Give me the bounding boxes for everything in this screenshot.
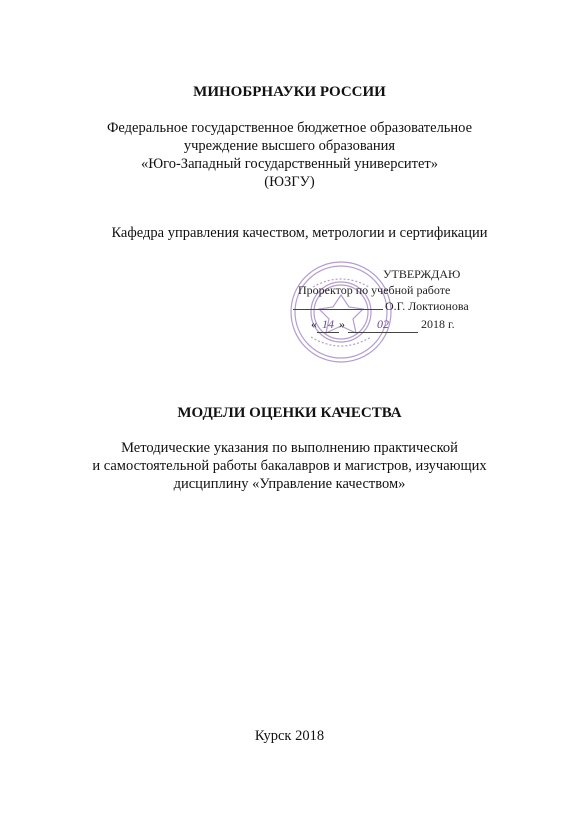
date-quote-open: « (311, 317, 317, 331)
signature-line (293, 297, 383, 310)
date-quote-close: » (339, 317, 345, 331)
description-line-3: дисциплину «Управление качеством» (173, 476, 406, 492)
org-line-2: учреждение высшего образования (183, 138, 396, 154)
approval-name: О.Г. Локтионова (385, 299, 469, 313)
org-line-1: Федеральное государственное бюджетное образовательное (106, 120, 473, 136)
date-day: 14 (317, 317, 339, 333)
approval-position: Проректор по учебной работе (298, 283, 451, 297)
ministry-heading: МИНОБРНАУКИ РОССИИ (193, 84, 386, 100)
department-name: Кафедра управления качеством, метрологии и сертификации (111, 225, 488, 241)
description-line-2: и самостоятельной работы бакалавров и магистров, изучающих (92, 458, 487, 474)
city-year: Курск 2018 (254, 728, 325, 744)
org-line-4: (ЮЗГУ) (264, 174, 315, 190)
document-title: МОДЕЛИ ОЦЕНКИ КАЧЕСТВА (177, 405, 402, 421)
approval-title: УТВЕРЖДАЮ (383, 267, 461, 281)
description-line-1: Методические указания по выполнению практической (121, 440, 458, 456)
date-year: 2018 г. (421, 317, 455, 331)
approval-date (311, 317, 455, 333)
date-month: 02 (348, 317, 418, 333)
approval-block (283, 257, 493, 367)
org-line-3: «Юго-Западный государственный университет» (140, 156, 439, 172)
